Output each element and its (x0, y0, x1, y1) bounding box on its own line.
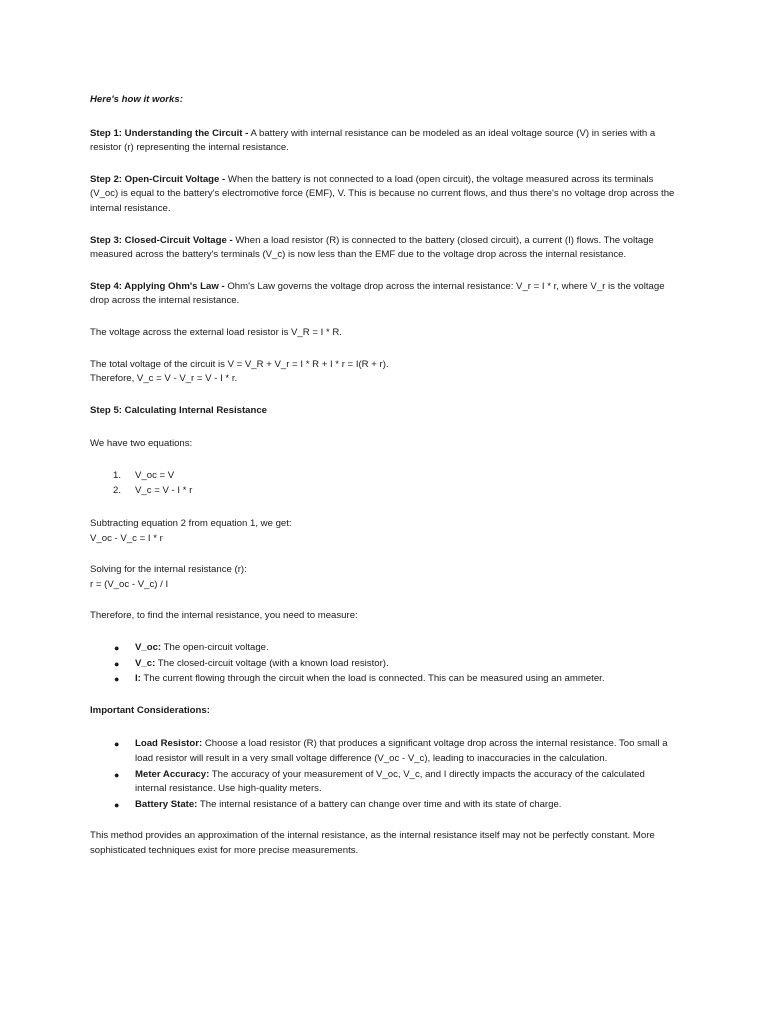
bullet-icon: ● (114, 658, 120, 669)
consideration-term: Battery State: (135, 798, 198, 810)
solve-paragraph (90, 563, 675, 592)
step-1-text: A battery with internal resistance can be modeled as an ideal voltage source (V) in series with a resistor (r) representing the internal resistance. (90, 127, 656, 154)
solve-line-2: r = (V_oc - V_c) / I (90, 578, 169, 590)
equation-text: V_c = V - I * r (135, 484, 193, 496)
list-item (90, 768, 675, 797)
step-3-title: Step 3: Closed-Circuit Voltage - (90, 234, 233, 246)
document-page (90, 93, 675, 876)
measure-term: I: (135, 673, 141, 685)
subtract-line-1: Subtracting equation 2 from equation 1, we get: (90, 518, 292, 530)
measure-list (90, 641, 675, 687)
bullet-icon: ● (114, 769, 120, 780)
measure-text: The current flowing through the circuit when the load is connected. This can be measured using an ammeter. (140, 673, 605, 685)
subtract-line-2: V_oc - V_c = I * r (90, 532, 163, 544)
intro-heading: Here's how it works: (90, 94, 183, 105)
step-3-text: When a load resistor (R) is connected to the battery (closed circuit), a current (I) flows. The voltage measured across the battery's terminals (V_c) is now less than the EMF due to the voltage drop across the internal resistance. (90, 234, 654, 261)
bullet-icon: ● (114, 799, 120, 810)
consideration-text: Choose a load resistor (R) that produces a significant voltage drop across the internal resistance. Too small a load resistor will result in a very small voltage difference (V_oc - V_c), leading to inaccuracies in the calculation. (135, 738, 668, 765)
equation-number: 2. (113, 484, 122, 496)
measure-text: The closed-circuit voltage (with a known load resistor). (155, 657, 389, 669)
conclusion-paragraph: This method provides an approximation of the internal resistance, as the internal resistance itself may not be perfectly constant. More sophisticated techniques exist for more precise measurements. (90, 830, 655, 856)
total-voltage-line-1: The total voltage of the circuit is V = V_R + V_r = I * R + I * r = I(R + r). (90, 358, 389, 370)
step-2 (90, 173, 675, 217)
step-3 (90, 234, 675, 263)
measure-intro: Therefore, to find the internal resistance, you need to measure: (90, 610, 358, 622)
step-2-title: Step 2: Open-Circuit Voltage - (90, 173, 226, 185)
list-item (90, 641, 675, 656)
step-1-title: Step 1: Understanding the Circuit - (90, 127, 249, 139)
external-voltage-paragraph: The voltage across the external load resistor is V_R = I * R. (90, 326, 342, 338)
step-5-heading: Step 5: Calculating Internal Resistance (90, 404, 268, 416)
bullet-icon: ● (114, 643, 120, 654)
consideration-term: Meter Accuracy: (135, 768, 210, 780)
considerations-heading: Important Considerations: (90, 704, 210, 716)
considerations-list (90, 737, 675, 812)
total-voltage-line-2: Therefore, V_c = V - V_r = V - I * r. (90, 373, 238, 385)
list-item (90, 672, 675, 687)
consideration-text: The accuracy of your measurement of V_oc, V_c, and I directly impacts the accuracy of the calculated internal resistance. Use high-quality meters. (135, 768, 645, 795)
list-item (90, 657, 675, 672)
total-voltage-paragraph (90, 358, 675, 387)
equation-text: V_oc = V (135, 469, 175, 481)
list-item (90, 737, 675, 766)
solve-line-1: Solving for the internal resistance (r): (90, 564, 247, 576)
equation-item (90, 484, 675, 499)
measure-term: V_oc: (135, 642, 162, 654)
equation-number: 1. (113, 469, 122, 481)
measure-text: The open-circuit voltage. (161, 642, 269, 654)
equation-list (90, 469, 675, 498)
step-1 (90, 127, 675, 156)
two-equations-text: We have two equations: (90, 438, 193, 450)
consideration-term: Load Resistor: (135, 738, 203, 750)
equation-item (90, 469, 675, 484)
step-2-text: When the battery is not connected to a load (open circuit), the voltage measured across its terminals (V_oc) is equal to the battery's electromotive force (EMF), V. This is because no current flows, and thus there's no voltage drop across the internal resistance. (90, 173, 675, 214)
measure-term: V_c: (135, 657, 156, 669)
step-4-title: Step 4: Applying Ohm's Law - (90, 280, 225, 292)
step-4 (90, 280, 675, 309)
bullet-icon: ● (114, 739, 120, 750)
consideration-text: The internal resistance of a battery can change over time and with its state of charge. (197, 798, 562, 810)
subtract-paragraph (90, 517, 675, 546)
step-4-text: Ohm's Law governs the voltage drop across the internal resistance: V_r = I * r, where V_r is the voltage drop across the internal resistance. (90, 280, 665, 307)
list-item (90, 798, 675, 813)
bullet-icon: ● (114, 674, 120, 685)
